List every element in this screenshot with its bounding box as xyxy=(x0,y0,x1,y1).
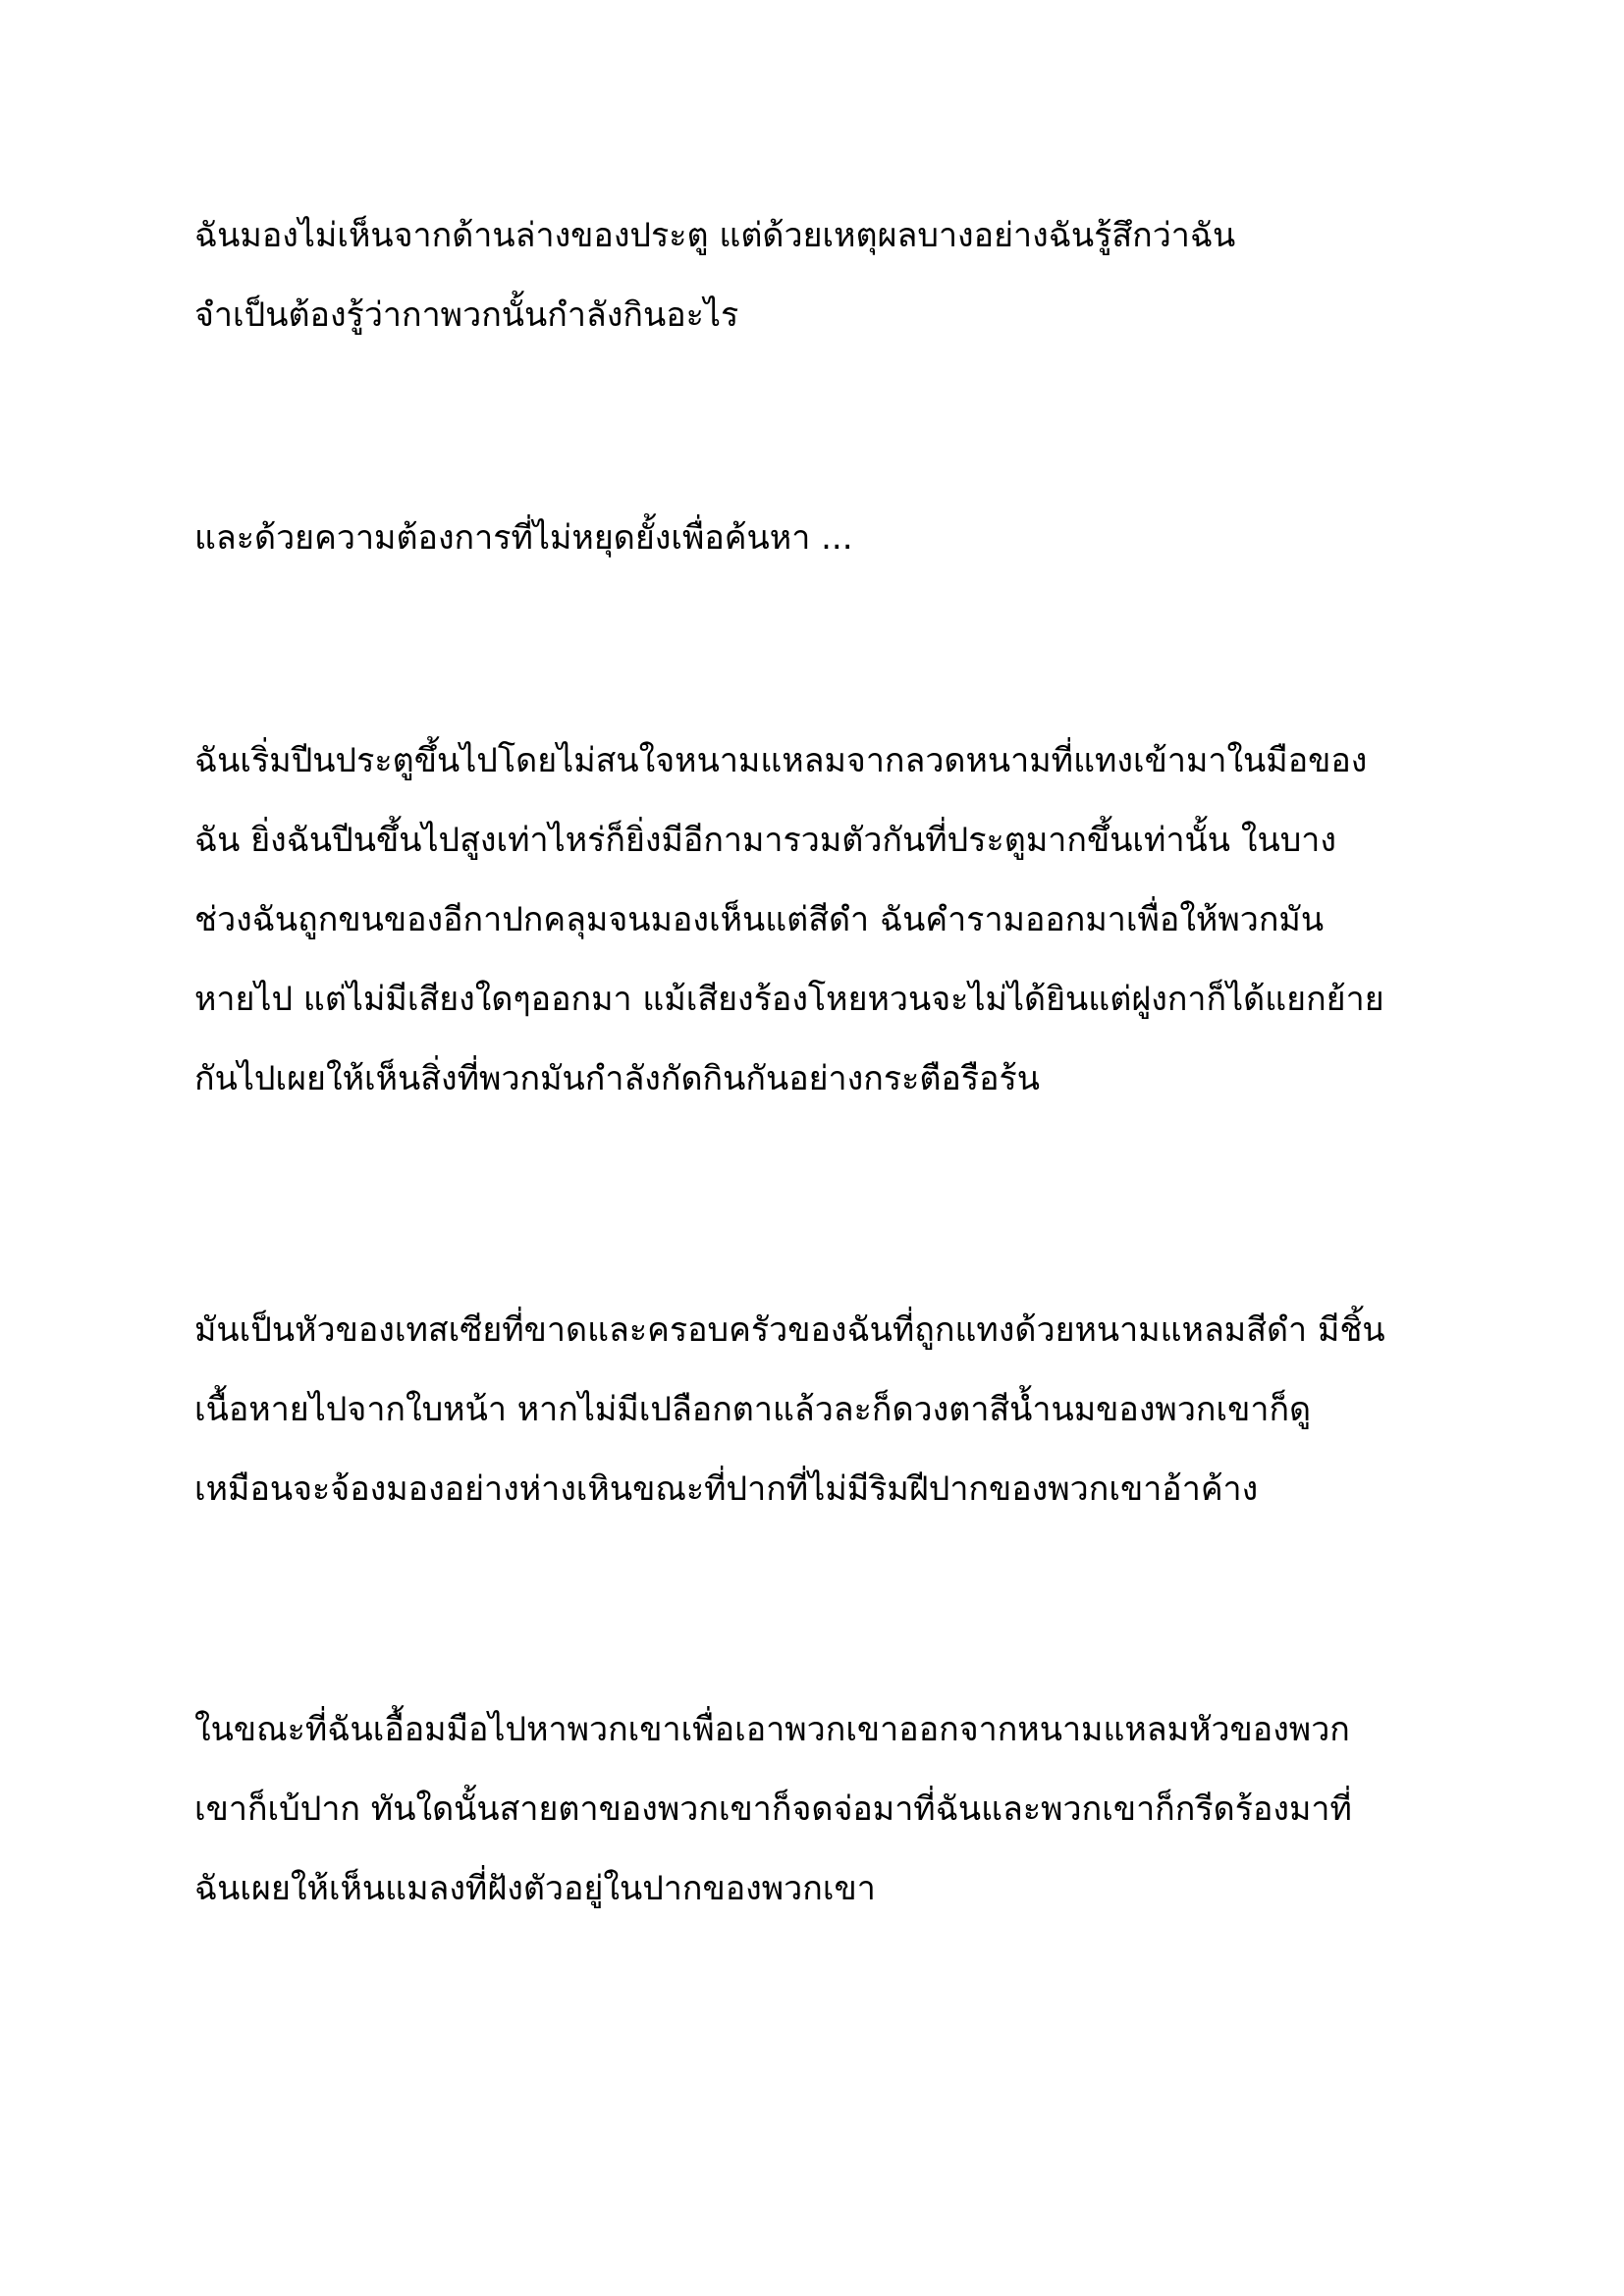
text-line: ฉันเริ่มปีนประตูขึ้นไปโดยไม่สนใจหนามแหลมจากลวดหนามที่แทงเข้ามาในมือของ xyxy=(194,741,1368,780)
paragraph-2 xyxy=(194,499,1471,578)
text-line: ในขณะที่ฉันเอื้อมมือไปหาพวกเขาเพื่อเอาพวกเขาออกจากหนามแหลมหัวของพวก xyxy=(194,1710,1350,1749)
text-line: และด้วยความต้องการที่ไม่หยุดยั้งเพื่อค้นหา ... xyxy=(194,518,853,558)
text-line: ช่วงฉันถูกขนของอีกาปกคลุมจนมองเห็นแต่สีดำ ฉันคำรามออกมาเพื่อให้พวกมัน xyxy=(194,900,1325,939)
paragraph-1 xyxy=(194,196,1471,355)
text-line: ฉัน ยิ่งฉันปีนขึ้นไปสูงเท่าไหร่ก็ยิ่งมีอีกามารวมตัวกันที่ประตูมากขึ้นเท่านั้น ในบาง xyxy=(194,821,1336,860)
text-line: หายไป แต่ไม่มีเสียงใดๆออกมา แม้เสียงร้องโหยหวนจะไม่ได้ยินแต่ฝูงกาก็ได้แยกย้าย xyxy=(194,980,1384,1019)
text-line: เขาก็เบ้ปาก ทันใดนั้นสายตาของพวกเขาก็จดจ่อมาที่ฉันและพวกเขาก็กรีดร้องมาที่ xyxy=(194,1789,1352,1829)
text-line: เนื้อหายไปจากใบหน้า หากไม่มีเปลือกตาแล้วละก็ดวงตาสีน้ำนมของพวกเขาก็ดู xyxy=(194,1390,1312,1429)
text-line: ฉันเผยให้เห็นแมลงที่ฝังตัวอยู่ในปากของพวกเขา xyxy=(194,1869,876,1908)
text-line: เหมือนจะจ้องมองอย่างห่างเหินขณะที่ปากที่ไม่มีริมฝีปากของพวกเขาอ้าค้าง xyxy=(194,1469,1259,1509)
paragraph-5 xyxy=(194,1690,1471,1929)
text-line: มันเป็นหัวของเทสเซียที่ขาดและครอบครัวของฉันที่ถูกแทงด้วยหนามแหลมสีดำ มีชิ้น xyxy=(194,1310,1385,1350)
text-line: กันไปเผยให้เห็นสิ่งที่พวกมันกำลังกัดกินกันอย่างกระตือรือร้น xyxy=(194,1059,1041,1098)
paragraph-4 xyxy=(194,1291,1471,1529)
text-line: จำเป็นต้องรู้ว่ากาพวกนั้นกำลังกินอะไร xyxy=(194,295,739,335)
paragraph-3 xyxy=(194,721,1471,1119)
text-line: ฉันมองไม่เห็นจากด้านล่างของประตู แต่ด้วยเหตุผลบางอย่างฉันรู้สึกว่าฉัน xyxy=(194,216,1236,255)
